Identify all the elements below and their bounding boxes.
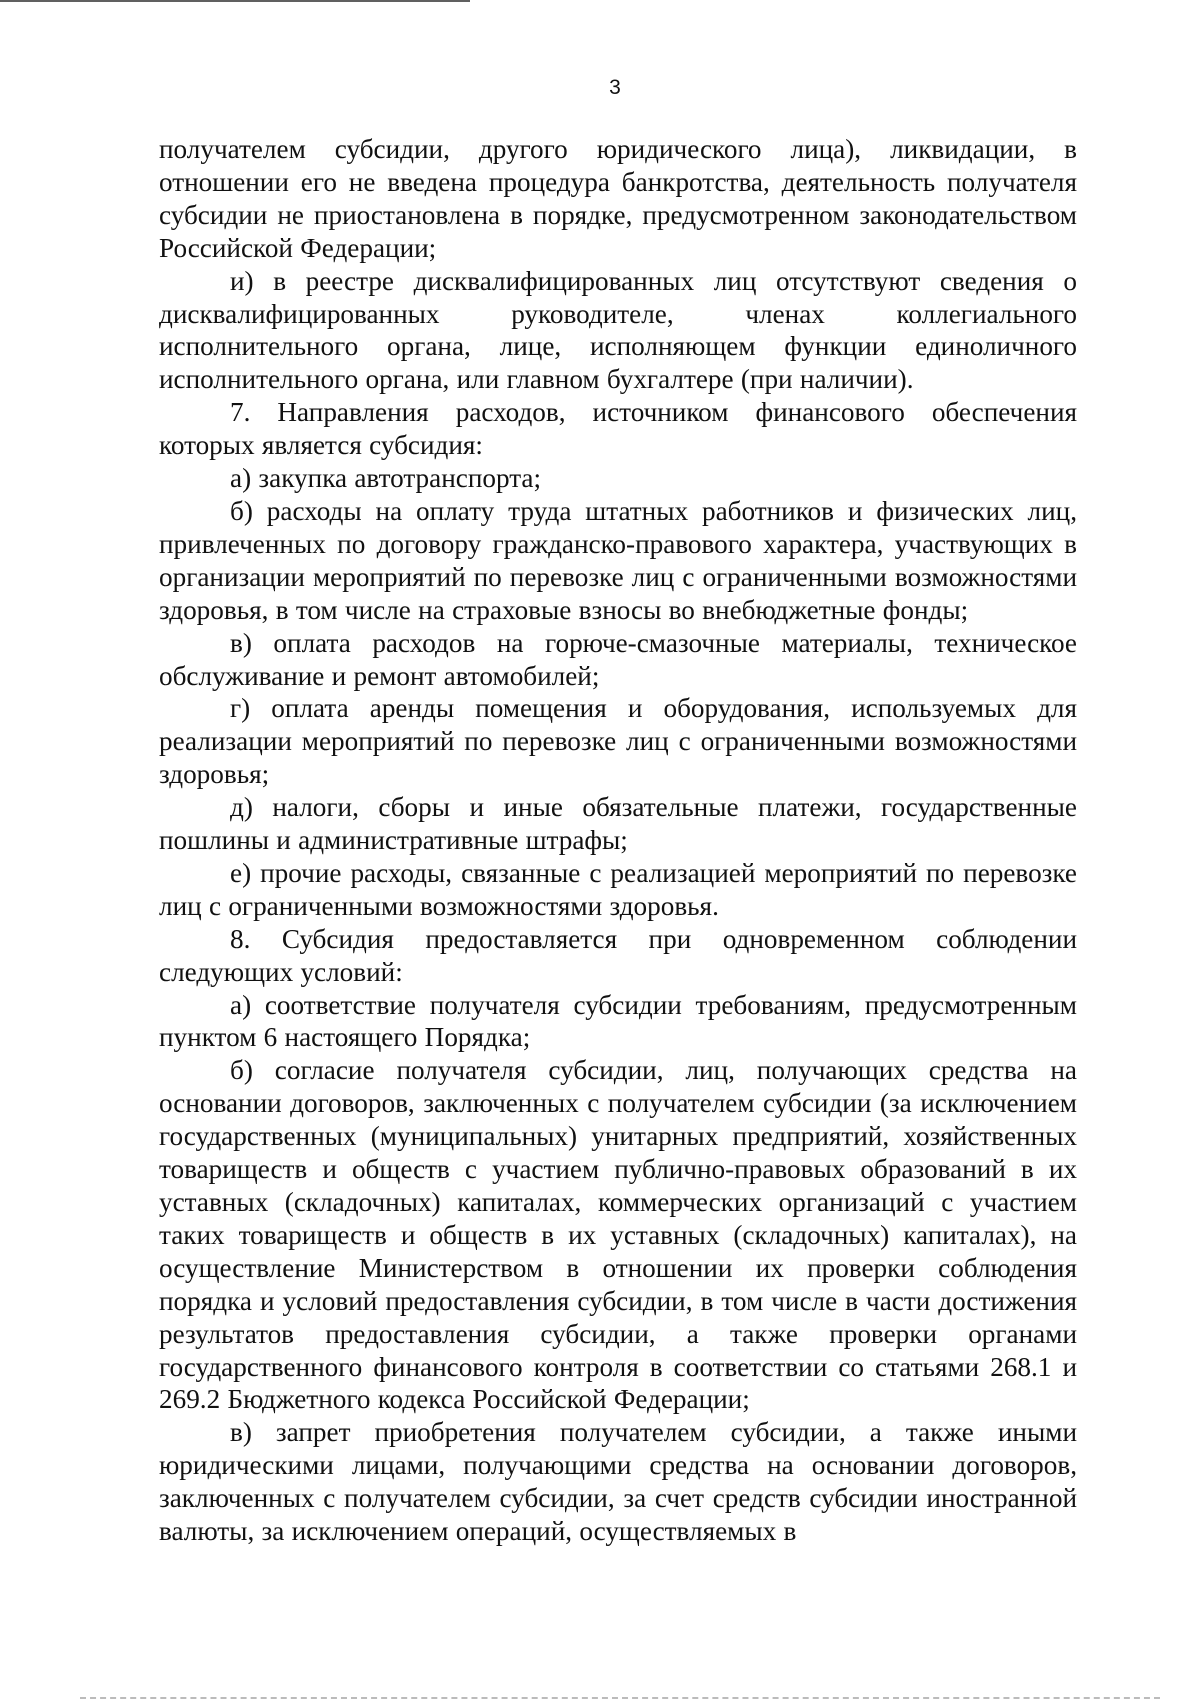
paragraph-section-8: 8. Субсидия предоставляется при одновременном соблюдении следующих условий: [159,923,1077,987]
paragraph-item-7g: г) оплата аренды помещения и оборудования, используемых для реализации мероприятий по перевозке лиц с ограниченными возможностями здоровья; [159,693,1077,790]
paragraph-item-7e: е) прочие расходы, связанные с реализацией мероприятий по перевозке лиц с ограниченными возможностями здоровья. [159,857,1077,921]
paragraph-item-8b: б) согласие получателя субсидии, лиц, получающих средства на основании договоров, заключенных с получателем субсидии (за исключением государственных (муниципальных) унитарных предприятий, хозяйственных товариществ и обществ с участием публично-правовых образований в их уставных (складочных) капиталах, коммерческих организаций с участием таких товариществ и обществ в их уставных (складочных) капиталах), на осуществление Министерством в отношении их проверки соблюдения порядка и условий предоставления субсидии, в том числе в части достижения результатов предоставления субсидии, а также проверки органами государственного финансового контроля в соответствии со статьями 268.1 и 269.2 Бюджетного кодекса Российской Федерации; [159,1055,1077,1415]
paragraph-item-7a: а) закупка автотранспорта; [230,463,542,494]
paragraph-section-7: 7. Направления расходов, источником финансового обеспечения которых является субсидия: [159,397,1077,461]
scan-bottom-edge-line [80,1697,1160,1699]
paragraph-item-7d: д) налоги, сборы и иные обязательные платежи, государственные пошлины и административные штрафы; [159,792,1077,856]
page-number: 3 [609,76,621,99]
paragraph-item-8v: в) запрет приобретения получателем субсидии, а также иными юридическими лицами, получающими средства на основании договоров, заключенных с получателем субсидии, за счет средств субсидии иностранной валюты, за исключением операций, осуществляемых в [159,1417,1077,1547]
scan-top-edge-line [0,0,470,2]
paragraph-item-i: и) в реестре дисквалифицированных лиц отсутствуют сведения о дисквалифицированных руководителе, членах коллегиального исполнительного органа, лице, исполняющем функции единоличного исполнительного органа, или главном бухгалтере (при наличии). [159,265,1077,395]
paragraph-item-7v: в) оплата расходов на горюче-смазочные материалы, техническое обслуживание и ремонт автомобилей; [159,627,1077,691]
paragraph-item-8a: а) соответствие получателя субсидии требованиям, предусмотренным пунктом 6 настоящего Порядка; [159,989,1077,1053]
paragraph-item-7b: б) расходы на оплату труда штатных работников и физических лиц, привлеченных по договору гражданско-правового характера, участвующих в организации мероприятий по перевозке лиц с ограниченными возможностями здоровья, в том числе на страховые взносы во внебюджетные фонды; [159,495,1077,625]
document-body [159,133,1077,1548]
paragraph-continuation: получателем субсидии, другого юридического лица), ликвидации, в отношении его не введена процедура банкротства, деятельность получателя субсидии не приостановлена в порядке, предусмотренном законодательством Российской Федерации; [159,134,1077,263]
